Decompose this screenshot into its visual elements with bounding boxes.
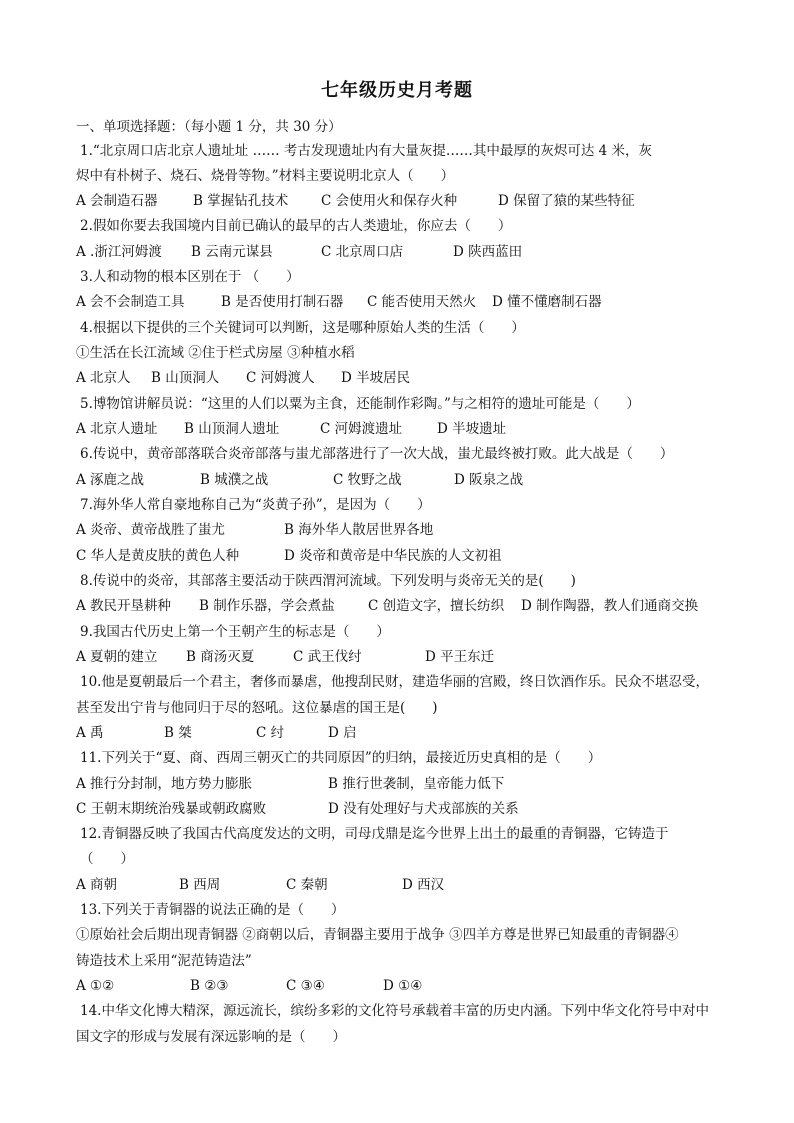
q8-option-a: A 教民开垦耕种: [76, 598, 172, 614]
q1-stem-line1: 1.“北京周口店北京人遗址址 …… 考古发现遗址内有大量灰提……其中最厚的灰烬可达 4 米，灰: [80, 143, 653, 159]
q11-option-c: C 王朝末期统治残暴或朝政腐败: [76, 801, 267, 817]
q2-option-c: C 北京周口店: [321, 244, 404, 260]
q3-option-c: C 能否使用天然火: [367, 294, 477, 310]
q11-option-a: A 推行分封制，地方势力膨胀: [76, 776, 253, 792]
q5-option-b: B 山顶洞人遗址: [184, 421, 280, 437]
q6-option-a: A 涿鹿之战: [76, 472, 145, 488]
q6-option-d: D 阪泉之战: [454, 472, 524, 488]
q13-option-b: B ②③: [190, 978, 229, 994]
q9-option-d: D 平王东迁: [425, 649, 495, 665]
q9-stem: 9.我国古代历史上第一个王朝产生的标志是（ ）: [80, 624, 390, 640]
q3-option-d: D 懂不懂磨制石器: [492, 294, 602, 310]
q1-option-a: A 会制造石器: [76, 193, 158, 209]
q1-stem-line2: 烬中有朴树子、烧石、烧骨等物。”材料主要说明北京人（ ）: [76, 168, 455, 184]
q9-option-b: B 商汤灭夏: [186, 649, 255, 665]
q2-option-a: A .浙江河姆渡: [76, 244, 162, 260]
q1-option-b: B 掌握钻孔技术: [193, 193, 289, 209]
q8-stem: 8.传说中的炎帝，其部落主要活动于陕西渭河流域。下列发明与炎帝无关的是( ): [80, 573, 576, 589]
q10-option-c: C 纣: [256, 725, 285, 741]
q14-stem-line1: 14.中华文化博大精深，源远流长，缤纷多彩的文化符号承载着丰富的历史内涵。下列中华文化符号中对中: [80, 1003, 709, 1019]
q4-stem: 4.根据以下提供的三个关键词可以判断，这是哪种原始人类的生活（ ）: [80, 320, 525, 336]
q12-option-d: D 西汉: [402, 877, 445, 893]
q7-option-d: D 炎帝和黄帝是中华民族的人文初祖: [284, 548, 502, 564]
q8-option-c: C 创造文字，擅长纺织: [368, 598, 505, 614]
q11-option-d: D 没有处理好与犬戎部族的关系: [328, 801, 519, 817]
section-heading: 一、单项选择题：（每小题 1 分，共 30 分）: [76, 119, 342, 135]
q12-option-b: B 西周: [179, 877, 221, 893]
q5-option-d: D 半坡遗址: [437, 421, 507, 437]
q2-option-b: B 云南元谋县: [191, 244, 273, 260]
q10-stem-line2: 甚至发出宁肯与他同归于尽的怒吼。这位暴虐的国王是( ): [76, 700, 438, 716]
q5-option-c: C 河姆渡遗址: [320, 421, 403, 437]
q6-stem: 6.传说中，黄帝部落联合炎帝部落与蚩尤部落进行了一次大战，蚩尤最终被打败。此大战是（ ）: [80, 446, 674, 462]
q12-option-a: A 商朝: [76, 877, 118, 893]
q4-option-d: D 半坡居民: [341, 370, 411, 386]
q5-stem: 5.博物馆讲解员说：“这里的人们以粟为主食，还能制作彩陶。”与之相符的遗址可能是（ ）: [80, 396, 640, 412]
q4-option-c: C 河姆渡人: [246, 370, 315, 386]
q12-stem-line1: 12.青铜器反映了我国古代高度发达的文明，司母戊鼎是迄今世界上出土的最重的青铜器，它铸造于: [80, 826, 669, 842]
q4-clues: ①生活在长江流域 ②住于栏式房屋 ③种植水稻: [76, 345, 355, 361]
q7-option-a: A 炎帝、黄帝战胜了蚩尤: [76, 522, 226, 538]
q10-option-b: B 桀: [164, 725, 192, 741]
q5-option-a: A 北京人遗址: [76, 421, 158, 437]
q2-option-d: D 陕西蓝田: [453, 244, 523, 260]
exam-title: 七年级历史月考题: [321, 80, 473, 101]
q9-option-c: C 武王伐纣: [293, 649, 362, 665]
q1-option-d: D 保留了猿的某些特征: [498, 193, 635, 209]
q8-option-d: D 制作陶器，教人们通商交换: [521, 598, 699, 614]
q6-option-b: B 城濮之战: [200, 472, 269, 488]
q10-stem-line1: 10.他是夏朝最后一个君主，奢侈而暴虐，他搜刮民财，建造华丽的宫殿，终日饮酒作乐。民众不堪忍受，: [80, 674, 709, 690]
q1-option-c: C 会使用火和保存火种: [321, 193, 458, 209]
q7-option-c: C 华人是黄皮肤的黄色人种: [76, 548, 240, 564]
q4-option-a: A 北京人: [76, 370, 131, 386]
q3-option-a: A 会不会制造工具: [76, 294, 185, 310]
q11-stem: 11.下列关于“夏、商、西周三朝灭亡的共同原因”的归纳，最接近历史真相的是（ ）: [80, 750, 602, 766]
q13-stem: 13.下列关于青铜器的说法正确的是（ ）: [80, 902, 345, 918]
q3-stem: 3.人和动物的根本区别在于 （ ）: [80, 269, 300, 285]
q7-stem: 7.海外华人常自豪地称自己为“炎黄子孙”，是因为（ ）: [80, 497, 431, 513]
q4-option-b: B 山顶洞人: [151, 370, 220, 386]
q10-option-a: A 禹: [76, 725, 104, 741]
q7-option-b: B 海外华人散居世界各地: [284, 522, 434, 538]
q10-option-d: D 启: [328, 725, 357, 741]
q8-option-b: B 制作乐器，学会煮盐: [199, 598, 335, 614]
q13-option-a: A ①②: [76, 978, 115, 994]
q6-option-c: C 牧野之战: [333, 472, 402, 488]
q11-option-b: B 推行世袭制，皇帝能力低下: [328, 776, 505, 792]
q13-statements-line1: ①原始社会后期出现青铜器 ②商朝以后，青铜器主要用于战争 ③四羊方尊是世界已知最重的青铜器④: [76, 927, 679, 943]
q14-stem-line2: 国文字的形成与发展有深远影响的是（ ）: [76, 1029, 346, 1045]
q9-option-a: A 夏朝的建立: [76, 649, 158, 665]
q3-option-b: B 是否使用打制石器: [221, 294, 344, 310]
q13-option-c: C ③④: [286, 978, 325, 994]
q13-option-d: D ①④: [383, 978, 423, 994]
q12-option-c: C 秦朝: [286, 877, 328, 893]
q13-statements-line2: 铸造技术上采用“泥范铸造法”: [76, 953, 252, 969]
q12-stem-line2: （ ）: [80, 851, 134, 867]
q2-stem: 2.假如你要去我国境内目前已确认的最早的古人类遗址，你应去（ ）: [80, 218, 512, 234]
